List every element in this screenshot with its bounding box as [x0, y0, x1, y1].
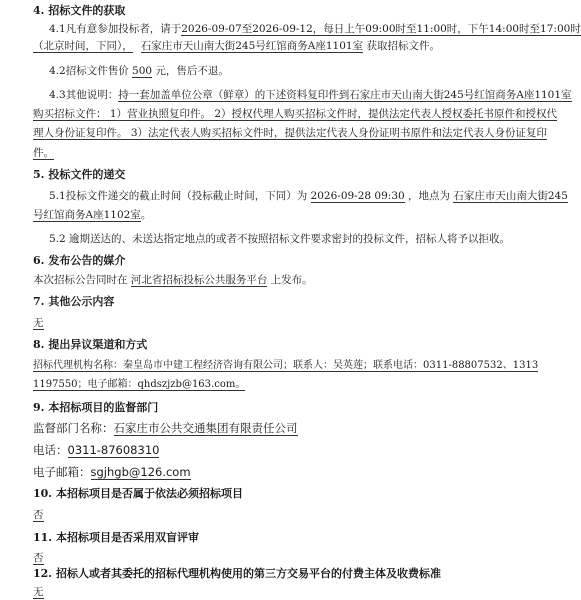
text: 。: [140, 209, 152, 221]
other-content-value: 无: [33, 317, 44, 329]
purchase-time-value: 2026-09-07至2026-09-12，每日上午09:00时至11:00时，下午14:00时至17:00时: [181, 23, 581, 35]
section-4-3-line3: [33, 126, 547, 140]
section-4-1-line1: [49, 22, 581, 36]
section-11-heading: 11. 本招标项目是否采用双盲评审: [33, 531, 199, 544]
timezone-note: （北京时间，下同），: [33, 40, 133, 52]
text: 元，售后不退。: [152, 65, 229, 77]
section-10-value: [33, 508, 44, 522]
section-4-2: [49, 64, 229, 78]
section-4-heading: 4. 招标文件的获取: [33, 4, 126, 17]
text: 4.1凡有意参加投标者，请于: [49, 23, 182, 35]
section-11-value: [33, 551, 44, 565]
other-notes-value-cont: 购买招标文件： 1）营业执照复印件。 2）授权代理人购买招标文件时，提供法定代表人授权委托书原件和授权代: [33, 108, 558, 120]
text: ，地点为: [404, 190, 454, 202]
third-party-fee-value: 无: [33, 586, 44, 598]
mandatory-tender-value: 否: [33, 509, 44, 521]
price-value: 500: [132, 65, 153, 77]
supervisor-dept-row: [33, 421, 298, 435]
supervisor-dept-label: 监督部门名称：: [33, 421, 114, 435]
other-notes-value: 持一套加盖单位公章（鲜章）的下述资料复印件到石家庄市天山南大街245号红馆商务A座1101室: [118, 89, 572, 101]
supervisor-phone-value: 0311-87608310: [67, 443, 160, 457]
section-5-heading: 5. 投标文件的递交: [33, 168, 126, 181]
section-8-line1: [33, 359, 538, 373]
supervisor-phone-row: [33, 443, 159, 457]
section-5-2: 5.2 逾期送达的、未送达指定地点的或者不按照招标文件要求密封的投标文件，招标人将予以拒收。: [49, 233, 511, 245]
submission-location-value: 石家庄市天山南大街245: [453, 190, 568, 202]
section-5-1-line2: [33, 208, 151, 222]
section-6-heading: 6. 发布公告的媒介: [33, 254, 126, 267]
text: 4.3其他说明：: [49, 89, 119, 101]
supervisor-phone-label: 电话：: [33, 443, 68, 457]
section-4-3-line2: [33, 107, 557, 121]
text: 上发布。: [267, 274, 313, 286]
supervisor-dept-value: 石家庄市公共交通集团有限责任公司: [113, 421, 298, 435]
supervisor-email-value: sgjhgb@126.com: [90, 465, 191, 479]
other-notes-value-cont: 理人身份证复印件。 3）法定代表人购买招标文件时，提供法定代表人身份证明书原件和法定代表人身份证复印: [33, 127, 548, 139]
other-notes-value-cont: 件。: [33, 147, 54, 159]
section-12-heading: 12. 招标人或者其委托的招标代理机构使用的第三方交易平台的付费主体及收费标准: [33, 567, 441, 580]
section-5-1-line1: [49, 189, 568, 203]
text: 5.1投标文件递交的截止时间（投标截止时间，下同）为: [49, 190, 311, 202]
section-7-heading: 7. 其他公示内容: [33, 295, 115, 308]
objection-contact-value-cont: 1197550；电子邮箱：qhdszjzb@163.com。: [33, 379, 246, 390]
purchase-location-value: 石家庄市天山南大街245号红馆商务A座1101室: [140, 40, 364, 52]
section-4-3-line1: [49, 88, 572, 102]
submission-location-value-cont: 号红馆商务A座1102室: [33, 209, 141, 221]
section-4-3-line4: [33, 146, 54, 160]
section-6-body: [33, 273, 313, 287]
double-blind-value: 否: [33, 552, 44, 564]
text: 4.2招标文件售价: [49, 65, 133, 77]
section-12-value: [33, 585, 44, 599]
section-8-line2: [33, 378, 245, 392]
text: 本次招标公告同时在: [33, 274, 131, 286]
section-4-1-line2: [33, 39, 440, 53]
supervisor-email-label: 电子邮箱：: [33, 465, 91, 479]
deadline-value: 2026-09-28 09:30: [310, 190, 405, 202]
section-7-value: [33, 316, 44, 330]
supervisor-email-row: [33, 465, 191, 479]
objection-contact-value: 招标代理机构名称：秦皇岛市中建工程经济咨询有限公司；联系人：吴英莲；联系电话：0311-88807532、1313: [33, 360, 539, 371]
section-9-heading: 9. 本招标项目的监督部门: [33, 401, 159, 414]
text: 获取招标文件。: [363, 40, 440, 52]
section-10-heading: 10. 本招标项目是否属于依法必须招标项目: [33, 487, 243, 500]
platform-value: 河北省招标投标公共服务平台: [130, 274, 268, 286]
section-8-heading: 8. 提出异议渠道和方式: [33, 338, 148, 351]
